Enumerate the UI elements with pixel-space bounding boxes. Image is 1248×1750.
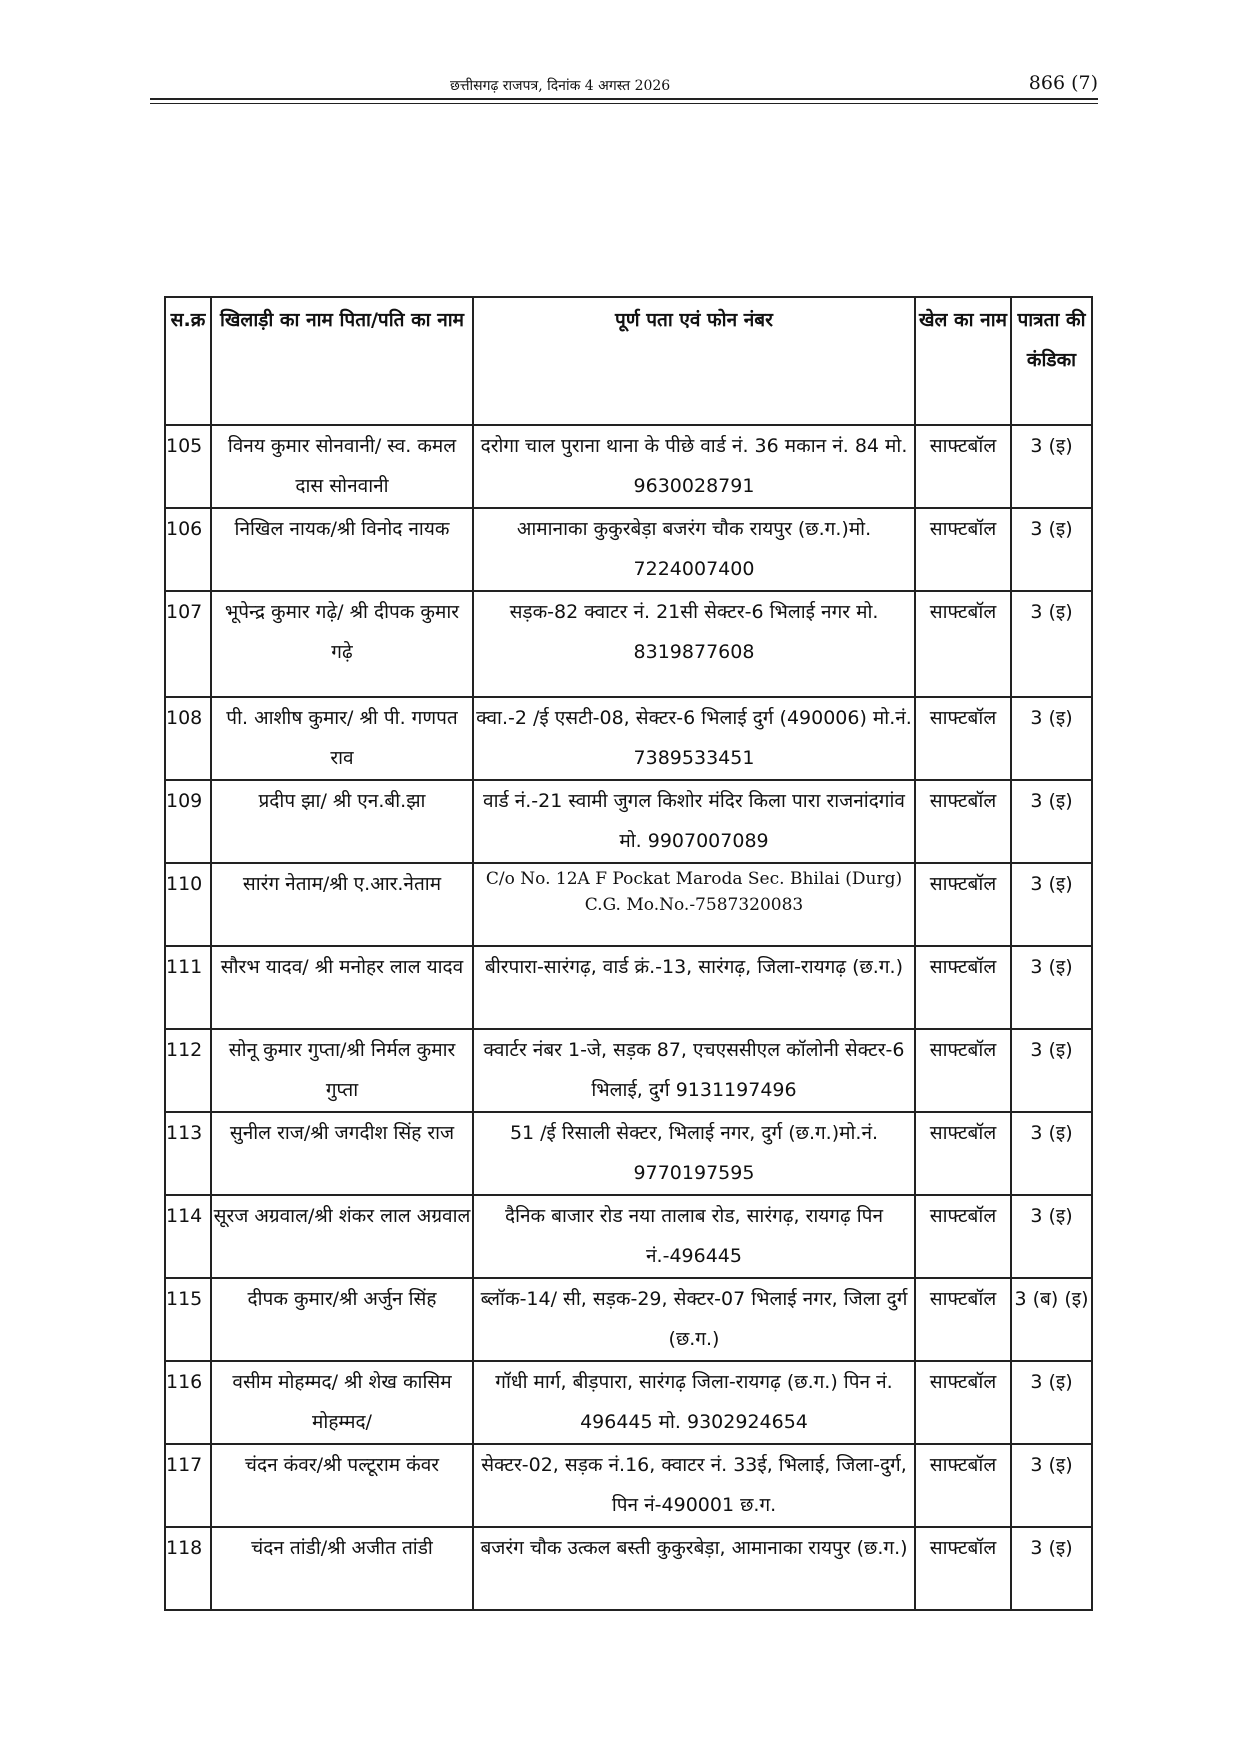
- table-row: [165, 1278, 1092, 1361]
- player-address: बीरपारा-सारंगढ़, वार्ड क्रं.-13, सारंगढ़, जिला-रायगढ़ (छ.ग.): [473, 946, 915, 1029]
- player-address: क्वार्टर नंबर 1-जे, सड़क 87, एचएससीएल कॉलोनी सेक्टर-6 भिलाई, दुर्ग 9131197496: [473, 1029, 915, 1112]
- serial-number: 107: [165, 591, 211, 697]
- game-name: साफ्टबॉल: [915, 508, 1011, 591]
- header-rule-bottom: [150, 103, 1098, 104]
- player-name: दीपक कुमार/श्री अर्जुन सिंह: [211, 1278, 473, 1361]
- player-name: सोनू कुमार गुप्ता/श्री निर्मल कुमार गुप्ता: [211, 1029, 473, 1112]
- serial-number: 117: [165, 1444, 211, 1527]
- column-header-address: पूर्ण पता एवं फोन नंबर: [473, 297, 915, 425]
- table-row: [165, 425, 1092, 508]
- game-name: साफ्टबॉल: [915, 425, 1011, 508]
- player-address: सड़क-82 क्वाटर नं. 21सी सेक्टर-6 भिलाई नगर मो. 8319877608: [473, 591, 915, 697]
- game-name: साफ्टबॉल: [915, 1195, 1011, 1278]
- table-row: [165, 1444, 1092, 1527]
- player-name: विनय कुमार सोनवानी/ स्व. कमल दास सोनवानी: [211, 425, 473, 508]
- serial-number: 110: [165, 863, 211, 946]
- table-row: [165, 508, 1092, 591]
- serial-number: 115: [165, 1278, 211, 1361]
- player-name: भूपेन्द्र कुमार गढ़े/ श्री दीपक कुमार गढ़े: [211, 591, 473, 697]
- eligibility-clause: 3 (इ): [1011, 1195, 1092, 1278]
- eligibility-clause: 3 (इ): [1011, 780, 1092, 863]
- table-row: [165, 697, 1092, 780]
- player-address: वार्ड नं.-21 स्वामी जुगल किशोर मंदिर किला पारा राजनांदगांव मो. 9907007089: [473, 780, 915, 863]
- game-name: साफ्टबॉल: [915, 863, 1011, 946]
- game-name: साफ्टबॉल: [915, 780, 1011, 863]
- game-name: साफ्टबॉल: [915, 1361, 1011, 1444]
- serial-number: 114: [165, 1195, 211, 1278]
- table-row: [165, 1029, 1092, 1112]
- game-name: साफ्टबॉल: [915, 697, 1011, 780]
- game-name: साफ्टबॉल: [915, 946, 1011, 1029]
- game-name: साफ्टबॉल: [915, 1527, 1011, 1610]
- table-row: [165, 591, 1092, 697]
- game-name: साफ्टबॉल: [915, 1029, 1011, 1112]
- player-name: प्रदीप झा/ श्री एन.बी.झा: [211, 780, 473, 863]
- table-row: [165, 1527, 1092, 1610]
- page-number: 866 (7): [1028, 72, 1098, 94]
- eligibility-clause: 3 (इ): [1011, 1361, 1092, 1444]
- player-address: ब्लॉक-14/ सी, सड़क-29, सेक्टर-07 भिलाई नगर, जिला दुर्ग (छ.ग.): [473, 1278, 915, 1361]
- game-name: साफ्टबॉल: [915, 1444, 1011, 1527]
- player-address: C/o No. 12A F Pockat Maroda Sec. Bhilai (Durg) C.G. Mo.No.-7587320083: [473, 863, 915, 946]
- serial-number: 118: [165, 1527, 211, 1610]
- gazette-title: छत्तीसगढ़ राजपत्र, दिनांक 4 अगस्त 2026: [450, 78, 671, 94]
- game-name: साफ्टबॉल: [915, 1112, 1011, 1195]
- serial-number: 116: [165, 1361, 211, 1444]
- player-address: 51 /ई रिसाली सेक्टर, भिलाई नगर, दुर्ग (छ.ग.)मो.नं. 9770197595: [473, 1112, 915, 1195]
- player-address: आमानाका कुकुरबेड़ा बजरंग चौक रायपुर (छ.ग.)मो. 7224007400: [473, 508, 915, 591]
- player-address: क्वा.-2 /ई एसटी-08, सेक्टर-6 भिलाई दुर्ग (490006) मो.नं. 7389533451: [473, 697, 915, 780]
- eligibility-clause: 3 (इ): [1011, 508, 1092, 591]
- player-name: सूरज अग्रवाल/श्री शंकर लाल अग्रवाल: [211, 1195, 473, 1278]
- serial-number: 111: [165, 946, 211, 1029]
- eligibility-clause: 3 (इ): [1011, 697, 1092, 780]
- player-address: दैनिक बाजार रोड नया तालाब रोड, सारंगढ़, रायगढ़ पिन नं.-496445: [473, 1195, 915, 1278]
- player-name: निखिल नायक/श्री विनोद नायक: [211, 508, 473, 591]
- player-table: [164, 296, 1093, 1611]
- player-address: सेक्टर-02, सड़क नं.16, क्वाटर नं. 33ई, भिलाई, जिला-दुर्ग, पिन नं-490001 छ.ग.: [473, 1444, 915, 1527]
- eligibility-clause: 3 (इ): [1011, 425, 1092, 508]
- serial-number: 113: [165, 1112, 211, 1195]
- table-header-row: [165, 297, 1092, 425]
- table-row: [165, 863, 1092, 946]
- eligibility-clause: 3 (इ): [1011, 1527, 1092, 1610]
- eligibility-clause: 3 (इ): [1011, 1112, 1092, 1195]
- player-name: पी. आशीष कुमार/ श्री पी. गणपत राव: [211, 697, 473, 780]
- player-name: सुनील राज/श्री जगदीश सिंह राज: [211, 1112, 473, 1195]
- player-name: सौरभ यादव/ श्री मनोहर लाल यादव: [211, 946, 473, 1029]
- table-row: [165, 946, 1092, 1029]
- game-name: साफ्टबॉल: [915, 591, 1011, 697]
- table-row: [165, 1112, 1092, 1195]
- column-header-eligibility: पात्रता की कंडिका: [1011, 297, 1092, 425]
- serial-number: 105: [165, 425, 211, 508]
- player-address: बजरंग चौक उत्कल बस्ती कुकुरबेड़ा, आमानाका रायपुर (छ.ग.): [473, 1527, 915, 1610]
- eligibility-clause: 3 (इ): [1011, 1444, 1092, 1527]
- player-name: चंदन कंवर/श्री पल्टूराम कंवर: [211, 1444, 473, 1527]
- game-name: साफ्टबॉल: [915, 1278, 1011, 1361]
- serial-number: 109: [165, 780, 211, 863]
- column-header-serial: स.क्र: [165, 297, 211, 425]
- player-name: चंदन तांडी/श्री अजीत तांडी: [211, 1527, 473, 1610]
- eligibility-clause: 3 (इ): [1011, 863, 1092, 946]
- eligibility-clause: 3 (इ): [1011, 591, 1092, 697]
- table-row: [165, 1361, 1092, 1444]
- table-row: [165, 780, 1092, 863]
- column-header-name: खिलाड़ी का नाम पिता/पति का नाम: [211, 297, 473, 425]
- eligibility-clause: 3 (इ): [1011, 1029, 1092, 1112]
- serial-number: 108: [165, 697, 211, 780]
- player-name: वसीम मोहम्मद/ श्री शेख कासिम मोहम्मद/: [211, 1361, 473, 1444]
- player-address: गॉधी मार्ग, बीड़पारा, सारंगढ़ जिला-रायगढ़ (छ.ग.) पिन नं. 496445 मो. 9302924654: [473, 1361, 915, 1444]
- serial-number: 112: [165, 1029, 211, 1112]
- column-header-game: खेल का नाम: [915, 297, 1011, 425]
- header-rule-top: [150, 98, 1098, 100]
- player-name: सारंग नेताम/श्री ए.आर.नेताम: [211, 863, 473, 946]
- eligibility-clause: 3 (इ): [1011, 946, 1092, 1029]
- gazette-header: [150, 72, 1098, 98]
- table-row: [165, 1195, 1092, 1278]
- serial-number: 106: [165, 508, 211, 591]
- eligibility-clause: 3 (ब) (इ): [1011, 1278, 1092, 1361]
- player-address: दरोगा चाल पुराना थाना के पीछे वार्ड नं. 36 मकान नं. 84 मो. 9630028791: [473, 425, 915, 508]
